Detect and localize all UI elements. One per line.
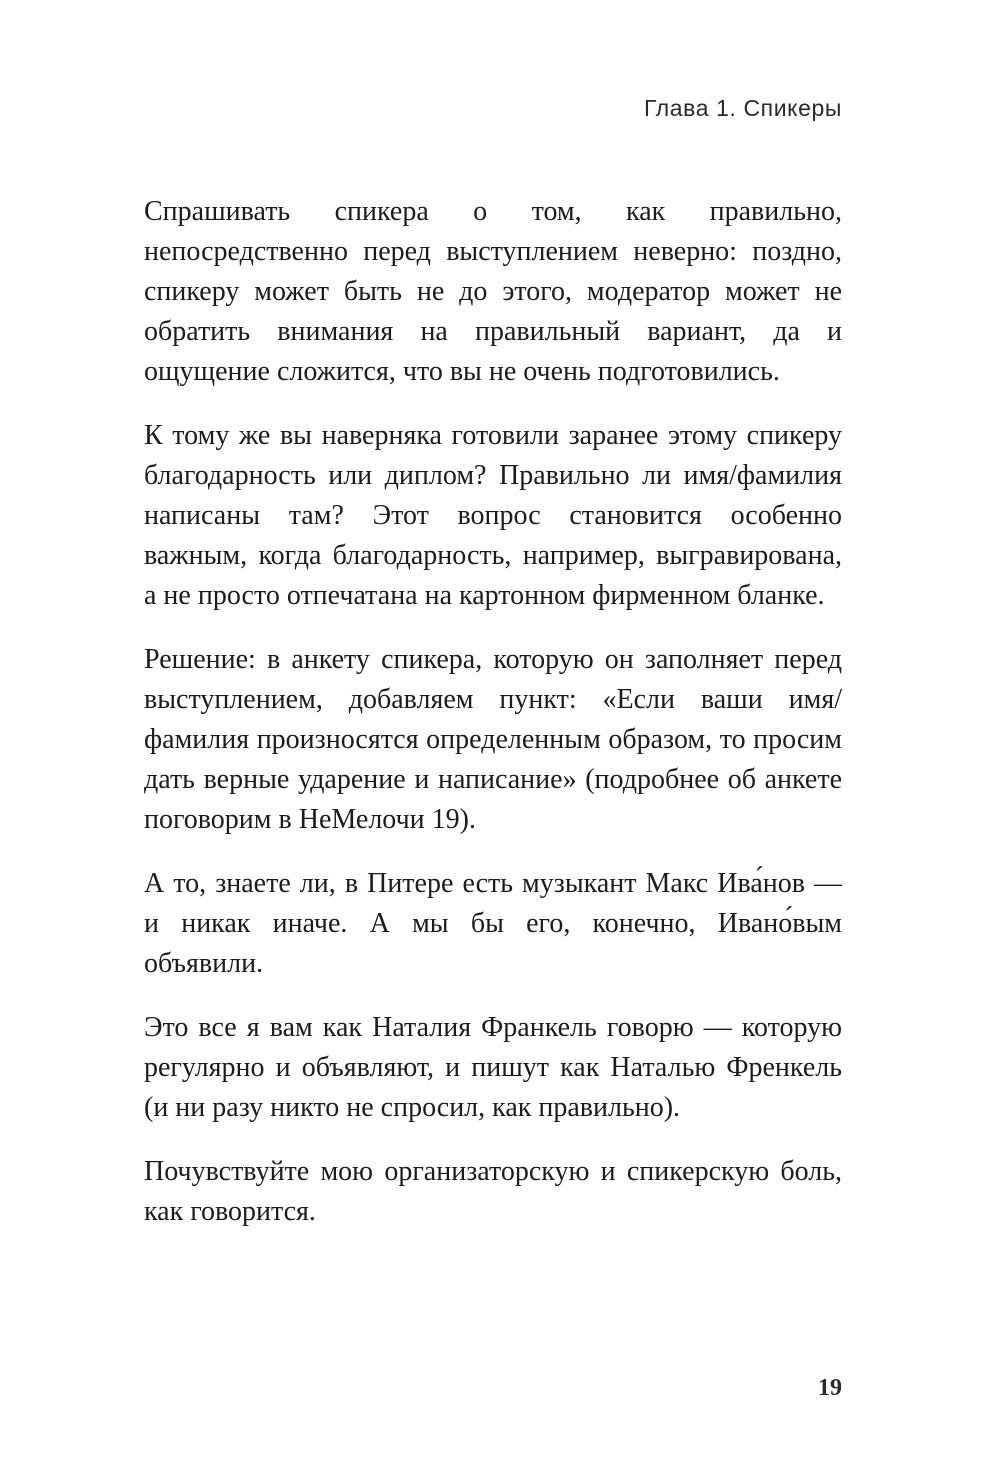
paragraph: К тому же вы наверняка готовили заранее этому спикеру благодарность или диплом? Правильно ли имя/фамилия написаны там? Этот вопрос становится особенно важным, когда благодарность, например, выгравирована, а не просто отпечатана на картонном фирменном бланке. — [144, 420, 842, 611]
running-head: Глава 1. Спикеры — [643, 95, 842, 121]
paragraph: Решение: в анкету спикера, которую он заполняет перед выступлением, добавляем пункт: «Если ваши имя/фамилия произносятся определенным образом, то просим дать верные ударение и написание» (подробнее об анкете поговорим в НеМелочи 19). — [144, 644, 842, 835]
paragraph: А то, знаете ли, в Питере есть музыкант Макс Ива́нов — и никак иначе. А мы бы его, конечно, Ивано́вым объявили. — [144, 868, 842, 979]
paragraph: Почувствуйте мою организаторскую и спикерскую боль, как говорится. — [144, 1156, 842, 1227]
paragraph: Спрашивать спикера о том, как правильно, непосредственно перед выступлением неверно: поздно, спикеру может быть не до этого, модератор может не обратить внимания на правильный вариант, да и ощущение сложится, что вы не очень подготовились. — [144, 196, 842, 387]
paragraph: Это все я вам как Наталия Франкель говорю — которую регулярно и объявляют, и пишут как Наталью Френкель (и ни разу никто не спросил, как правильно). — [144, 1012, 842, 1123]
body-text — [144, 192, 842, 1256]
page-number: 19 — [818, 1375, 842, 1401]
